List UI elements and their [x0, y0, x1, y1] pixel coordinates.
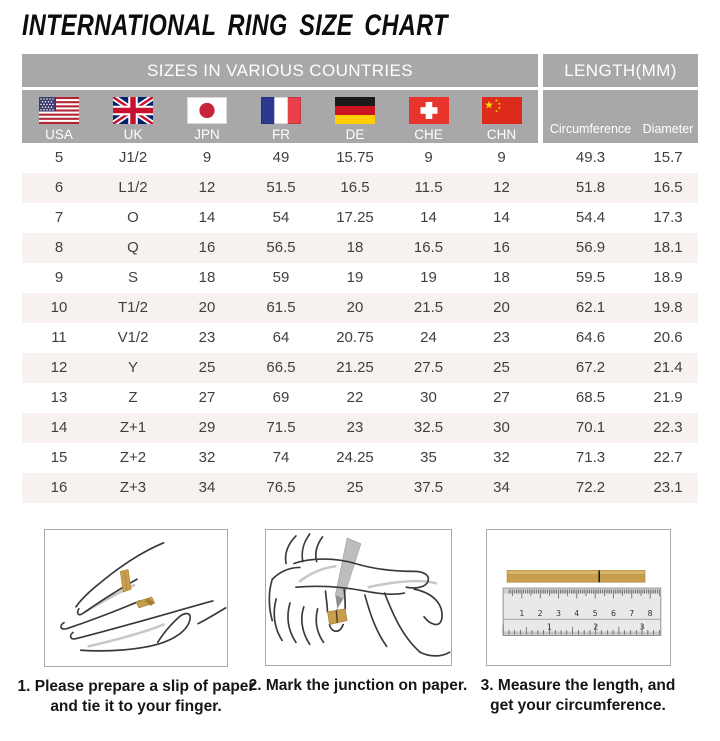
table-cell: Z	[128, 389, 138, 406]
svg-text:2: 2	[592, 622, 598, 632]
hand-with-paper-illustration	[45, 530, 227, 666]
svg-text:3: 3	[639, 622, 645, 632]
length-section	[543, 54, 698, 143]
svg-text:8: 8	[647, 609, 653, 619]
japan-flag-icon	[187, 97, 227, 124]
length-group-header: LENGTH(MM)	[543, 54, 698, 87]
table-row	[22, 293, 698, 323]
table-body	[22, 143, 698, 503]
table-cell: 64.6	[575, 329, 606, 346]
switzerland-flag-icon	[409, 97, 449, 124]
table-cell: 54.4	[575, 209, 606, 226]
table-cell: 61.5	[266, 299, 296, 316]
table-cell: 13	[50, 389, 68, 406]
table-cell: 22.7	[653, 449, 683, 466]
germany-flag-icon	[335, 97, 375, 124]
table-cell: 9	[424, 149, 433, 166]
france-flag-icon	[261, 97, 301, 124]
column-header-jpn	[170, 97, 244, 143]
table-cell: Z+2	[119, 449, 147, 466]
step-2-image	[265, 529, 452, 666]
table-cell: 9	[202, 149, 212, 166]
table-cell: S	[127, 269, 138, 286]
table-cell: Z+3	[119, 479, 147, 496]
table-cell: J1/2	[118, 149, 148, 166]
table-cell: 56.9	[575, 239, 606, 256]
table-cell: 66.5	[266, 359, 296, 376]
uk-flag-icon	[113, 97, 153, 124]
measure-column-headers	[543, 90, 698, 143]
svg-text:4: 4	[573, 609, 579, 619]
table-cell: 23	[198, 329, 216, 346]
table-cell: 21.9	[653, 389, 683, 406]
table-cell: 15	[50, 449, 68, 466]
table-cell: 17.25	[336, 209, 374, 226]
table-header	[22, 54, 698, 143]
table-cell: 21.5	[413, 299, 444, 316]
table-cell: 24.25	[336, 449, 374, 466]
column-header-fr	[244, 97, 318, 143]
table-row	[22, 203, 698, 233]
svg-text:7: 7	[628, 609, 634, 619]
table-cell: 18	[346, 239, 364, 256]
table-cell: 71.3	[575, 449, 606, 466]
step-1-caption: 1. Please prepare a slip of paper and tie it to your finger.	[17, 678, 255, 715]
ruler-illustration	[487, 530, 670, 665]
table-row	[22, 233, 698, 263]
table-cell: L1/2	[118, 179, 148, 196]
countries-group-header: SIZES IN VARIOUS COUNTRIES	[22, 54, 538, 87]
table-cell: 23	[346, 419, 364, 436]
table-cell: 16	[493, 239, 510, 256]
table-cell: 20	[493, 299, 510, 316]
table-row	[22, 383, 698, 413]
table-cell: 18	[493, 269, 510, 286]
table-row	[22, 143, 698, 173]
table-cell: 27	[198, 389, 216, 406]
table-cell: 18.1	[653, 239, 683, 256]
table-cell: 23	[493, 329, 510, 346]
table-cell: 22.3	[653, 419, 683, 436]
svg-text:6: 6	[610, 609, 616, 619]
table-cell: 74	[272, 449, 290, 466]
table-cell: V1/2	[117, 329, 149, 346]
table-cell: 51.8	[575, 179, 606, 196]
table-cell: 37.5	[413, 479, 444, 496]
table-cell: 16.5	[653, 179, 683, 196]
svg-text:1: 1	[546, 622, 552, 632]
table-cell: 62.1	[575, 299, 606, 316]
step-3-figure	[468, 529, 688, 716]
table-cell: 32	[493, 449, 510, 466]
table-cell: 8	[54, 239, 64, 256]
step-3-image	[486, 529, 671, 666]
table-row	[22, 413, 698, 443]
table-cell: 56.5	[266, 239, 296, 256]
table-cell: 68.5	[575, 389, 606, 406]
table-cell: 23.1	[653, 479, 683, 496]
table-cell: O	[127, 209, 139, 226]
china-flag-icon	[482, 97, 522, 124]
country-code-label: JPN	[194, 127, 220, 142]
country-code-label: CHN	[486, 127, 517, 142]
table-row	[22, 323, 698, 353]
table-cell: 24	[420, 329, 437, 346]
table-cell: 49.3	[575, 149, 606, 166]
table-cell: 72.2	[575, 479, 606, 496]
marking-pen-illustration	[266, 530, 451, 665]
usa-flag-icon	[39, 97, 79, 124]
column-header-de	[318, 97, 392, 143]
table-cell: 25	[493, 359, 510, 376]
table-cell: 11	[51, 329, 67, 346]
table-cell: 29	[198, 419, 216, 436]
measuring-steps	[0, 529, 720, 741]
table-row	[22, 353, 698, 383]
table-cell: 14	[420, 209, 437, 226]
table-cell: 9	[54, 269, 64, 286]
table-cell: 71.5	[266, 419, 296, 436]
table-cell: 59	[272, 269, 290, 286]
table-row	[22, 263, 698, 293]
table-cell: 30	[420, 389, 437, 406]
table-cell: 16	[50, 479, 68, 496]
svg-text:5: 5	[592, 609, 598, 619]
table-cell: 6	[54, 179, 64, 196]
table-cell: 20.6	[653, 329, 683, 346]
table-cell: 25	[346, 479, 364, 496]
column-header-che	[392, 97, 465, 143]
table-cell: 20.75	[336, 329, 374, 346]
table-row	[22, 473, 698, 503]
table-cell: 32.5	[413, 419, 444, 436]
table-cell: 5	[54, 149, 64, 166]
table-cell: 35	[420, 449, 437, 466]
table-cell: 20	[346, 299, 364, 316]
table-cell: 49	[272, 149, 290, 166]
table-cell: Y	[127, 359, 138, 376]
table-cell: 9	[497, 149, 506, 166]
step-3-caption: 3. Measure the length, and get your circumference.	[480, 677, 676, 714]
column-header-usa	[22, 97, 96, 143]
table-cell: 12	[50, 359, 68, 376]
table-cell: Q	[127, 239, 139, 256]
svg-text:1: 1	[518, 609, 524, 619]
table-cell: 70.1	[575, 419, 606, 436]
table-row	[22, 173, 698, 203]
table-cell: 14	[493, 209, 510, 226]
table-cell: 16	[198, 239, 216, 256]
step-1-image	[44, 529, 228, 667]
table-cell: T1/2	[117, 299, 148, 316]
country-code-label: UK	[123, 127, 143, 142]
country-code-label: FR	[272, 127, 290, 142]
step-2-caption: 2. Mark the junction on paper.	[248, 677, 468, 694]
table-cell: 27	[493, 389, 510, 406]
table-cell: 14	[198, 209, 216, 226]
country-code-label: USA	[45, 127, 73, 142]
table-row	[22, 443, 698, 473]
table-cell: 16.5	[413, 239, 444, 256]
table-cell: 15.75	[336, 149, 374, 166]
table-cell: 51.5	[266, 179, 296, 196]
table-cell: 18.9	[653, 269, 683, 286]
table-cell: 34	[198, 479, 216, 496]
table-cell: 19	[346, 269, 364, 286]
svg-text:3: 3	[555, 609, 561, 619]
circumference-header: Circumference	[549, 122, 632, 136]
table-cell: 64	[272, 329, 290, 346]
table-cell: 30	[493, 419, 510, 436]
diameter-header: Diameter	[642, 122, 694, 136]
table-cell: 7	[54, 209, 64, 226]
table-cell: 25	[198, 359, 216, 376]
table-cell: 19	[420, 269, 437, 286]
table-cell: 21.4	[653, 359, 683, 376]
table-cell: 16.5	[340, 179, 370, 196]
table-cell: Z+1	[119, 419, 147, 436]
size-table	[22, 54, 698, 503]
table-cell: 54	[272, 209, 290, 226]
table-cell: 11.5	[414, 179, 443, 196]
column-header-uk	[96, 97, 170, 143]
table-cell: 22	[346, 389, 364, 406]
svg-text:2: 2	[537, 609, 543, 619]
step-1-figure	[16, 529, 256, 717]
table-cell: 12	[493, 179, 510, 196]
countries-section	[22, 54, 538, 143]
ring-size-chart-page	[0, 10, 720, 730]
column-header-chn	[465, 97, 538, 143]
country-column-headers	[22, 90, 538, 143]
country-code-label: DE	[345, 127, 365, 142]
table-cell: 20	[198, 299, 216, 316]
table-cell: 32	[198, 449, 216, 466]
table-cell: 12	[198, 179, 216, 196]
table-cell: 14	[50, 419, 68, 436]
table-cell: 19.8	[653, 299, 683, 316]
table-cell: 67.2	[575, 359, 606, 376]
table-cell: 17.3	[653, 209, 683, 226]
step-2-figure	[248, 529, 468, 696]
table-cell: 15.7	[653, 149, 683, 166]
table-cell: 27.5	[413, 359, 444, 376]
table-cell: 10	[50, 299, 68, 316]
table-cell: 59.5	[575, 269, 606, 286]
table-cell: 21.25	[336, 359, 374, 376]
table-cell: 76.5	[266, 479, 296, 496]
table-cell: 18	[198, 269, 216, 286]
page-title: INTERNATIONAL RING SIZE CHART	[22, 9, 448, 42]
table-cell: 69	[272, 389, 290, 406]
table-cell: 34	[493, 479, 510, 496]
country-code-label: CHE	[414, 127, 443, 142]
